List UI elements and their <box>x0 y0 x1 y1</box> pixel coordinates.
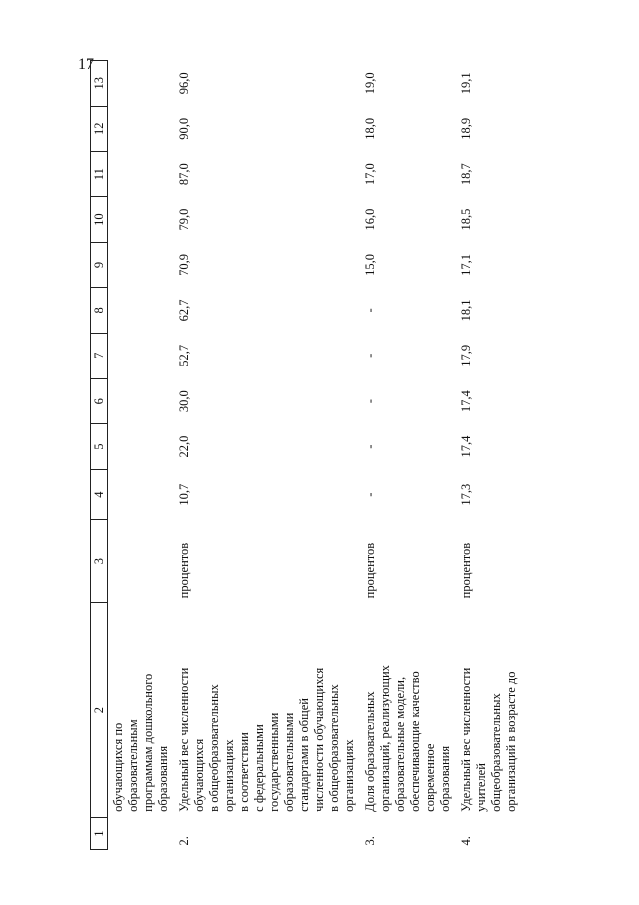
value-cell <box>108 378 175 423</box>
value-cell <box>108 106 175 151</box>
value-cell <box>108 242 175 287</box>
header-cell-5: 5 <box>91 424 108 469</box>
indicator-name-line: общеобразовательных <box>489 693 503 812</box>
table-row <box>174 61 360 850</box>
indicator-name-line: образования <box>156 745 170 812</box>
row-number: 3. <box>363 836 377 846</box>
table-row <box>108 61 175 850</box>
value-cell: 30,0 <box>177 390 191 413</box>
indicator-name-line: стандартами в общей <box>297 698 311 812</box>
indicator-name-line: организациях <box>222 739 236 812</box>
row-number <box>108 818 175 850</box>
page-number: 17 <box>78 56 94 73</box>
indicator-name-line: обеспечивающие качество <box>408 671 422 812</box>
value-cell: 17,9 <box>459 344 473 367</box>
indicator-name-line: обучающихся по <box>111 722 125 812</box>
header-cell-6: 6 <box>91 378 108 423</box>
table-body <box>108 61 523 850</box>
indicator-name-line: образовательным <box>126 719 140 812</box>
value-cell <box>108 469 175 520</box>
indicator-name-line: организаций, реализующих <box>378 665 392 812</box>
value-cell: 15,0 <box>363 254 377 276</box>
value-cell: 19,1 <box>459 72 473 95</box>
header-cell-11: 11 <box>91 151 108 196</box>
unit-cell <box>108 520 175 602</box>
unit-cell: процентов <box>363 542 377 599</box>
indicator-name-line: с федеральными <box>252 724 266 812</box>
indicator-name <box>108 602 175 817</box>
value-cell: 17,4 <box>459 435 473 458</box>
value-cell: - <box>363 308 377 313</box>
row-number: 2. <box>177 836 191 846</box>
value-cell: 22,0 <box>177 435 191 458</box>
unit-cell: процентов <box>177 542 191 599</box>
table-row <box>456 61 522 850</box>
value-cell: 79,0 <box>177 208 191 231</box>
value-cell: - <box>363 444 377 449</box>
indicator-name <box>174 602 360 817</box>
table-row <box>360 61 456 850</box>
value-cell: 17,0 <box>363 163 377 186</box>
value-cell: 70,9 <box>177 254 191 276</box>
value-cell: 18,9 <box>459 117 473 140</box>
indicator-name-line: организаций в возрасте до <box>504 671 518 812</box>
header-cell-2: 2 <box>91 602 108 817</box>
indicator-name-line: образовательными <box>282 712 296 812</box>
value-cell: 96,0 <box>177 72 191 95</box>
indicator-name-line: Удельный вес численности <box>177 667 191 812</box>
value-cell: 52,7 <box>177 344 191 367</box>
row-number: 4. <box>459 836 473 846</box>
header-cell-8: 8 <box>91 288 108 333</box>
value-cell: 18,0 <box>363 117 377 140</box>
header-cell-12: 12 <box>91 106 108 151</box>
indicator-name-line: учителей <box>474 763 488 812</box>
value-cell: 87,0 <box>177 163 191 186</box>
value-cell <box>108 288 175 333</box>
indicator-name-line: программам дошкольного <box>141 673 155 812</box>
value-cell <box>108 197 175 242</box>
header-cell-10: 10 <box>91 197 108 242</box>
indicator-name-line: Удельный вес численности <box>459 667 473 812</box>
header-cell-13: 13 <box>91 61 108 107</box>
indicator-name-line: образовательные модели, <box>393 676 407 812</box>
value-cell: 18,1 <box>459 299 473 322</box>
indicator-name-line: образования <box>438 745 452 812</box>
value-cell: 18,7 <box>459 163 473 186</box>
indicator-name-line: государственными <box>267 712 281 812</box>
header-cell-3: 3 <box>91 520 108 602</box>
value-cell: 19,0 <box>363 72 377 95</box>
table-header-row <box>91 61 108 850</box>
indicator-name-line: организациях <box>342 739 356 812</box>
value-cell <box>108 61 175 107</box>
value-cell <box>108 333 175 378</box>
value-cell: 17,1 <box>459 254 473 276</box>
value-cell: 18,5 <box>459 208 473 231</box>
value-cell: - <box>363 492 377 497</box>
header-cell-9: 9 <box>91 242 108 287</box>
indicator-name-line: современное <box>423 743 437 812</box>
indicator-name-line: Доля образовательных <box>363 691 377 812</box>
value-cell: 62,7 <box>177 299 191 322</box>
indicator-name-line: в соответствии <box>237 732 251 812</box>
value-cell <box>108 151 175 196</box>
header-cell-4: 4 <box>91 469 108 520</box>
indicator-name-line: численности обучающихся <box>312 667 326 812</box>
header-cell-1: 1 <box>91 818 108 850</box>
value-cell: 10,7 <box>177 483 191 506</box>
indicator-name-line: обучающихся <box>192 738 206 812</box>
value-cell: 90,0 <box>177 117 191 140</box>
value-cell <box>108 424 175 469</box>
unit-cell: процентов <box>459 542 473 599</box>
indicator-name-line: в общеобразовательных <box>207 684 221 812</box>
indicator-name-line: в общеобразовательных <box>327 684 341 812</box>
value-cell: - <box>363 353 377 358</box>
header-cell-7: 7 <box>91 333 108 378</box>
indicator-name <box>456 602 522 817</box>
value-cell: 16,0 <box>363 208 377 231</box>
indicator-name <box>360 602 456 817</box>
value-cell: - <box>363 399 377 404</box>
value-cell: 17,3 <box>459 483 473 506</box>
data-table <box>90 60 522 850</box>
value-cell: 17,4 <box>459 390 473 413</box>
